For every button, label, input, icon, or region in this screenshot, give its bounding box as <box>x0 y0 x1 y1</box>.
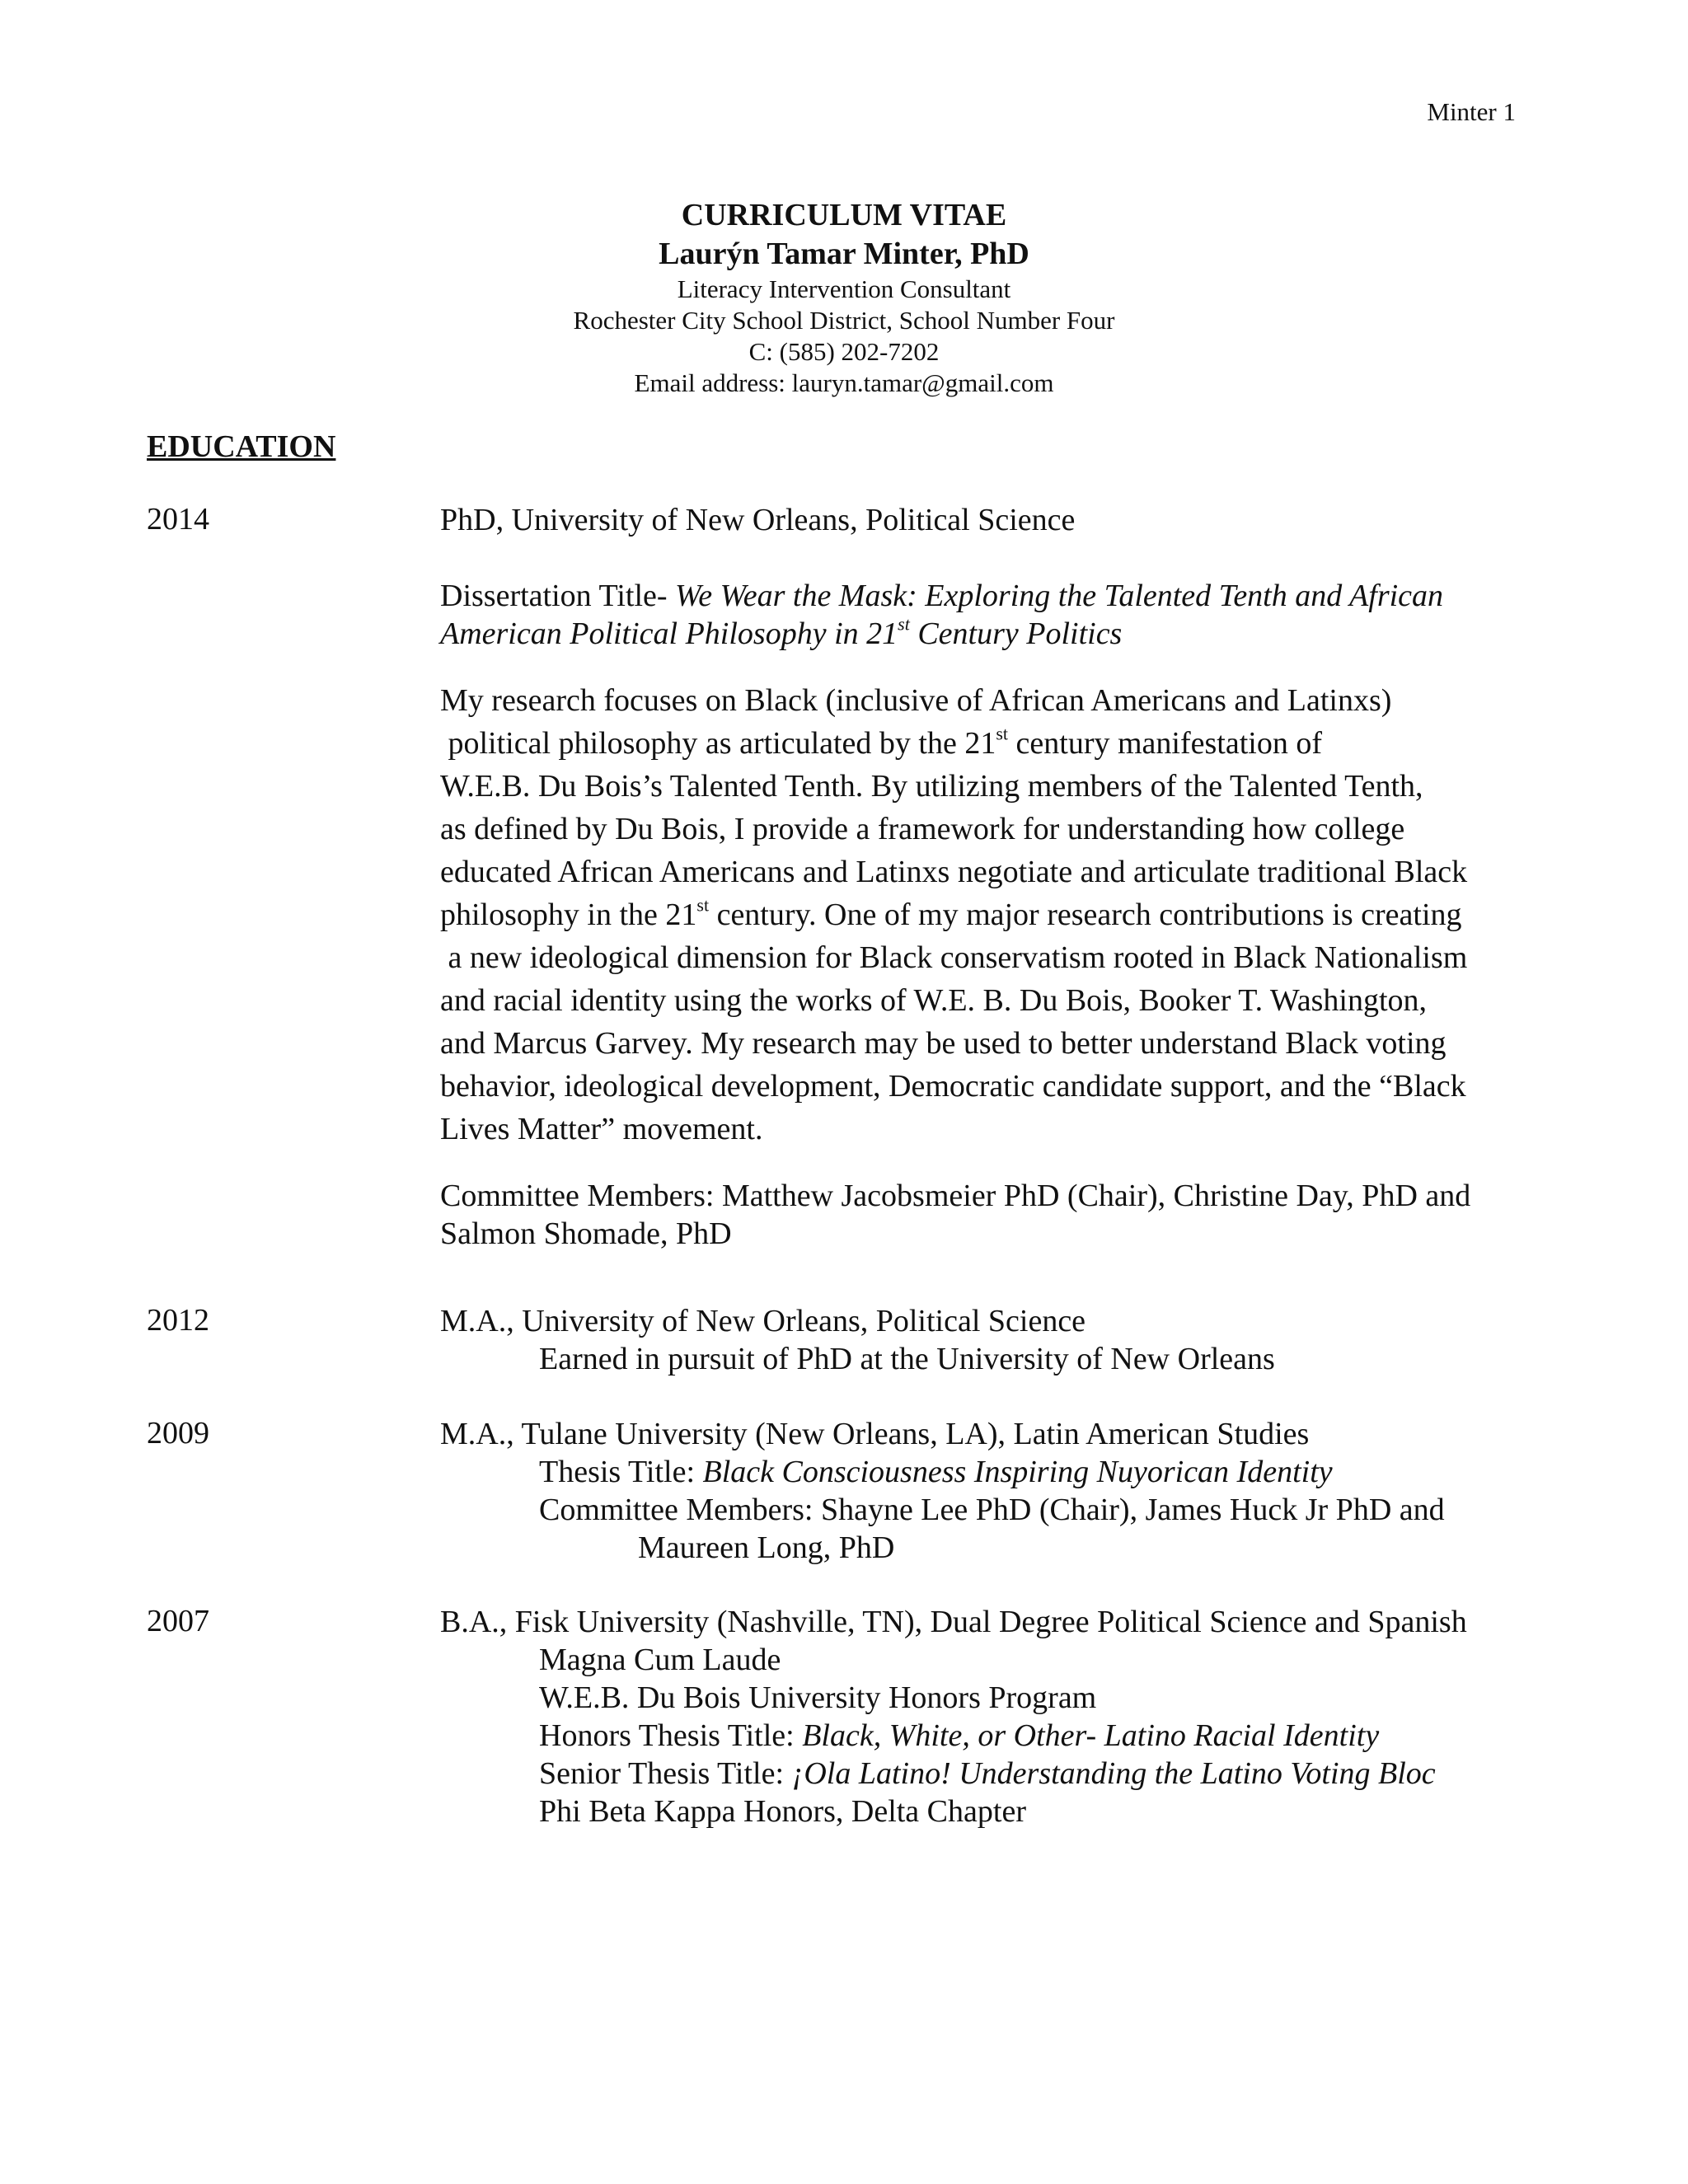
ba-degree: B.A., Fisk University (Nashville, TN), Dual Degree Political Science and Spanish <box>440 1605 1467 1639</box>
research-line: and racial identity using the works of W.E. B. Du Bois, Booker T. Washington, <box>440 983 1427 1018</box>
ma-tulane-entry <box>440 1415 1528 1567</box>
research-line: Lives Matter” movement. <box>440 1112 763 1146</box>
ba-honor: W.E.B. Du Bois University Honors Program <box>539 1680 1097 1715</box>
ba-honor: Phi Beta Kappa Honors, Delta Chapter <box>539 1794 1026 1829</box>
ma-uno-note: Earned in pursuit of PhD at the University of New Orleans <box>539 1342 1275 1376</box>
phd-committee-line: Salmon Shomade, PhD <box>440 1216 732 1251</box>
ma-tulane-thesis-label: Thesis Title: <box>539 1455 703 1489</box>
ma-uno-year: 2012 <box>147 1303 209 1338</box>
page-number: Minter 1 <box>1427 97 1516 126</box>
cv-header <box>0 196 1688 399</box>
phd-year: 2014 <box>147 502 209 537</box>
research-line: behavior, ideological development, Democratic candidate support, and the “Black <box>440 1069 1466 1104</box>
dissertation-title <box>440 577 1528 653</box>
research-line: W.E.B. Du Bois’s Talented Tenth. By utilizing members of the Talented Tenth, <box>440 769 1423 804</box>
document-title: CURRICULUM VITAE <box>681 198 1007 232</box>
author-organization: Rochester City School District, School Number Four <box>573 306 1115 335</box>
ba-senior-thesis-title: ¡Ola Latino! Understanding the Latino Voting Bloc <box>791 1756 1436 1791</box>
ba-year: 2007 <box>147 1604 209 1638</box>
research-sup: st <box>696 894 710 916</box>
ba-honors-thesis-title: Black, White, or Other- Latino Racial Identity <box>802 1718 1380 1753</box>
research-line: and Marcus Garvey. My research may be used to better understand Black voting <box>440 1026 1447 1061</box>
research-sup: st <box>996 723 1009 744</box>
phd-degree: PhD, University of New Orleans, Political Science <box>440 503 1076 537</box>
dissertation-label: Dissertation Title- <box>440 579 668 613</box>
ma-tulane-degree: M.A., Tulane University (New Orleans, LA), Latin American Studies <box>440 1417 1310 1451</box>
dissertation-title-line2: American Political Philosophy in 21 <box>440 616 898 651</box>
dissertation-title-line3: Century Politics <box>909 616 1123 651</box>
research-line: political philosophy as articulated by the 21 <box>440 726 996 761</box>
ba-honors-thesis-label: Honors Thesis Title: <box>539 1718 803 1753</box>
dissertation-title-line1: We Wear the Mask: Exploring the Talented Tenth and African <box>675 579 1444 613</box>
ba-honor: Magna Cum Laude <box>539 1643 781 1677</box>
ma-tulane-committee-line: Committee Members: Shayne Lee PhD (Chair), James Huck Jr PhD and <box>539 1493 1445 1527</box>
author-email: Email address: lauryn.tamar@gmail.com <box>634 368 1054 397</box>
research-line: century. One of my major research contributions is creating <box>709 898 1462 932</box>
ba-entry <box>440 1603 1528 1830</box>
ma-uno-degree: M.A., University of New Orleans, Political Science <box>440 1304 1086 1338</box>
research-line: a new ideological dimension for Black conservatism rooted in Black Nationalism <box>440 940 1468 975</box>
research-line: as defined by Du Bois, I provide a framework for understanding how college <box>440 812 1405 846</box>
research-line: My research focuses on Black (inclusive of African Americans and Latinxs) <box>440 683 1392 718</box>
author-phone: C: (585) 202-7202 <box>748 337 940 366</box>
research-statement <box>440 679 1528 1151</box>
ma-tulane-committee-line: Maureen Long, PhD <box>638 1530 895 1565</box>
ba-senior-thesis-label: Senior Thesis Title: <box>539 1756 792 1791</box>
education-heading: EDUCATION <box>147 429 336 464</box>
research-line: educated African Americans and Latinxs negotiate and articulate traditional Black <box>440 855 1468 889</box>
ma-tulane-thesis-title: Black Consciousness Inspiring Nuyorican Identity <box>702 1455 1333 1489</box>
author-name: Laurýn Tamar Minter, PhD <box>659 237 1029 271</box>
author-position: Literacy Intervention Consultant <box>677 274 1011 303</box>
dissertation-title-sup: st <box>898 613 910 635</box>
research-line: philosophy in the 21 <box>440 898 697 932</box>
ma-uno-entry <box>440 1302 1528 1378</box>
phd-committee-line: Committee Members: Matthew Jacobsmeier PhD (Chair), Christine Day, PhD and <box>440 1179 1471 1213</box>
phd-committee <box>440 1177 1528 1253</box>
phd-entry <box>440 501 1528 1253</box>
ma-tulane-year: 2009 <box>147 1416 209 1451</box>
research-line: century manifestation of <box>1008 726 1322 761</box>
